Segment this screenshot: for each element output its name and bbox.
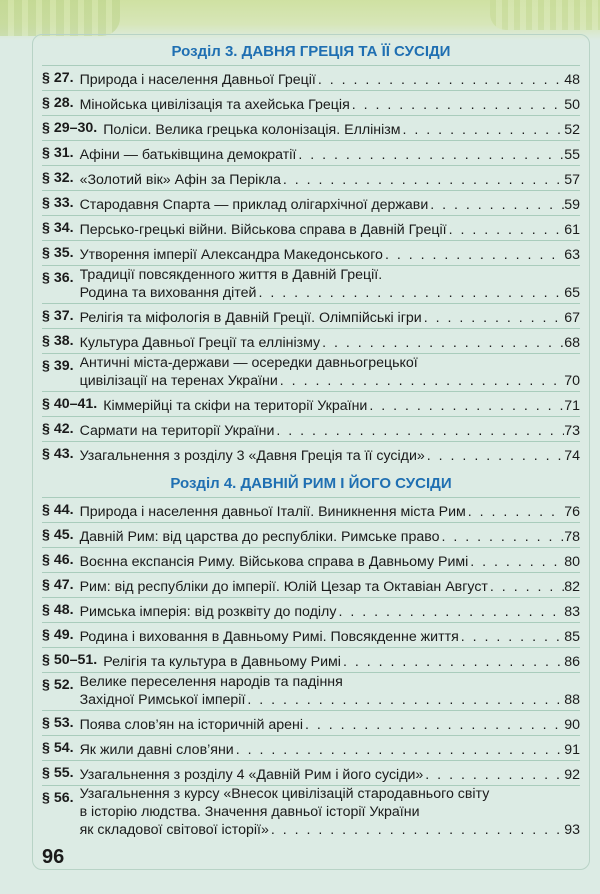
dot-leader bbox=[367, 397, 564, 415]
entry-last-line bbox=[80, 447, 580, 465]
entry-title-line: Узагальнення з розділу 3 «Давня Греція та її сусіди» bbox=[79, 448, 425, 464]
toc-entry bbox=[42, 547, 580, 572]
dot-leader bbox=[316, 71, 564, 89]
entry-page: 93 bbox=[564, 822, 580, 838]
entry-last-line bbox=[80, 821, 580, 839]
toc-entry bbox=[42, 760, 580, 785]
entry-last-line bbox=[80, 603, 580, 621]
entry-body bbox=[80, 71, 580, 89]
paragraph-number: § 36. bbox=[42, 270, 74, 286]
dot-leader bbox=[401, 121, 565, 139]
entry-title-line: Родина та виховання дітей bbox=[79, 285, 257, 301]
entry-last-line bbox=[80, 528, 580, 546]
entry-body bbox=[80, 785, 580, 839]
entry-title-line: Кіммерійці та скіфи на території України bbox=[103, 398, 368, 414]
entry-last-line bbox=[80, 71, 580, 89]
entry-body bbox=[80, 716, 580, 734]
toc-entry bbox=[42, 90, 580, 115]
entry-title-line: Мінойська цивілізація та ахейська Греція bbox=[79, 97, 350, 113]
entry-body bbox=[80, 578, 580, 596]
entry-page: 85 bbox=[564, 629, 580, 645]
entry-title-line: Як жили давні слов’яни bbox=[79, 742, 234, 758]
paragraph-number: § 56. bbox=[42, 790, 74, 806]
paragraph-number: § 50–51. bbox=[42, 652, 98, 668]
entry-title-line: Стародавня Спарта — приклад олігархічної держави bbox=[79, 197, 429, 213]
entry-page: 59 bbox=[564, 197, 580, 213]
entry-last-line bbox=[80, 503, 580, 521]
page-number: 96 bbox=[42, 846, 65, 868]
entry-page: 55 bbox=[564, 147, 580, 163]
entry-last-line bbox=[80, 553, 580, 571]
entry-body bbox=[80, 266, 580, 302]
toc-entry bbox=[42, 416, 580, 441]
toc-entry bbox=[42, 240, 580, 265]
entry-body bbox=[80, 196, 580, 214]
entry-body bbox=[103, 397, 580, 415]
entry-page: 73 bbox=[564, 423, 580, 439]
entry-page: 82 bbox=[564, 579, 580, 595]
dot-leader bbox=[320, 334, 564, 352]
entry-page: 67 bbox=[564, 310, 580, 326]
entry-title-line: Сармати на території України bbox=[79, 423, 275, 439]
entry-title-line: Воєнна експансія Риму. Військова справа в Давньому Римі bbox=[79, 554, 469, 570]
entry-last-line bbox=[103, 653, 580, 671]
entry-title-line: Традиції повсякденного життя в Давній Греції. bbox=[79, 267, 383, 283]
entry-page: 65 bbox=[564, 285, 580, 301]
entry-body bbox=[80, 171, 580, 189]
paragraph-number: § 42. bbox=[42, 421, 74, 437]
ornament-right bbox=[490, 0, 600, 30]
entry-body bbox=[80, 603, 580, 621]
entry-page: 61 bbox=[564, 222, 580, 238]
entry-title-line: в історію людства. Значення давньої історії України bbox=[79, 804, 420, 820]
toc-entry bbox=[42, 215, 580, 240]
entry-last-line bbox=[80, 766, 580, 784]
entry-last-line bbox=[80, 422, 580, 440]
dot-leader bbox=[274, 422, 564, 440]
entry-body bbox=[80, 528, 580, 546]
entry-page: 50 bbox=[564, 97, 580, 113]
entry-last-line bbox=[80, 284, 580, 302]
entry-page: 48 bbox=[564, 72, 580, 88]
entry-page: 91 bbox=[564, 742, 580, 758]
entry-title-line: Утворення імперії Александра Македонського bbox=[79, 247, 383, 263]
dot-leader bbox=[468, 553, 564, 571]
entry-page: 63 bbox=[564, 247, 580, 263]
entry-last-line bbox=[80, 741, 580, 759]
entry-body bbox=[80, 447, 580, 465]
paragraph-number: § 45. bbox=[42, 527, 74, 543]
toc-entry bbox=[42, 710, 580, 735]
entry-title-line: Персько-грецькі війни. Військова справа в Давній Греції bbox=[79, 222, 447, 238]
dot-leader bbox=[303, 716, 564, 734]
paragraph-number: § 55. bbox=[42, 765, 74, 781]
entry-body bbox=[80, 96, 580, 114]
toc-entry bbox=[42, 597, 580, 622]
entry-page: 76 bbox=[564, 504, 580, 520]
entry-page: 80 bbox=[564, 554, 580, 570]
table-of-contents bbox=[42, 40, 580, 840]
entry-body bbox=[80, 422, 580, 440]
entry-last-line bbox=[80, 221, 580, 239]
paragraph-number: § 47. bbox=[42, 577, 74, 593]
entry-title-line: Рим: від республіки до імперії. Юлій Цезар та Октавіан Август bbox=[79, 579, 488, 595]
entry-body bbox=[80, 673, 580, 709]
entry-body bbox=[103, 653, 580, 671]
entry-title-line: Поява слов’ян на історичній арені bbox=[79, 717, 303, 733]
dot-leader bbox=[423, 766, 564, 784]
dot-leader bbox=[278, 372, 564, 390]
dot-leader bbox=[428, 196, 564, 214]
ornament-left bbox=[0, 0, 120, 36]
entry-title-line: як складової світової історії» bbox=[79, 822, 269, 838]
entry-last-line bbox=[80, 628, 580, 646]
entry-page: 92 bbox=[564, 767, 580, 783]
entry-body bbox=[103, 121, 580, 139]
toc-entry bbox=[42, 522, 580, 547]
paragraph-number: § 35. bbox=[42, 245, 74, 261]
toc-entry bbox=[42, 785, 580, 840]
entry-title-line: Афіни — батьківщина демократії bbox=[79, 147, 297, 163]
paragraph-number: § 53. bbox=[42, 715, 74, 731]
paragraph-number: § 33. bbox=[42, 195, 74, 211]
entry-page: 70 bbox=[564, 373, 580, 389]
entry-title-line: Велике переселення народів та падіння bbox=[79, 674, 343, 690]
entry-body bbox=[80, 146, 580, 164]
paragraph-number: § 52. bbox=[42, 677, 74, 693]
entry-last-line bbox=[80, 146, 580, 164]
paragraph-number: § 40–41. bbox=[42, 396, 98, 412]
paragraph-number: § 44. bbox=[42, 502, 74, 518]
paragraph-number: § 27. bbox=[42, 70, 74, 86]
entry-page: 78 bbox=[564, 529, 580, 545]
dot-leader bbox=[281, 171, 564, 189]
entry-body bbox=[80, 309, 580, 327]
toc-entry bbox=[42, 303, 580, 328]
dot-leader bbox=[425, 447, 564, 465]
dot-leader bbox=[422, 309, 565, 327]
paragraph-number: § 38. bbox=[42, 333, 74, 349]
dot-leader bbox=[336, 603, 564, 621]
dot-leader bbox=[341, 653, 564, 671]
paragraph-number: § 54. bbox=[42, 740, 74, 756]
entry-title-line: Релігія та культура в Давньому Римі bbox=[103, 654, 341, 670]
entry-title-line: Культура Давньої Греції та еллінізму bbox=[79, 335, 321, 351]
entry-last-line bbox=[80, 334, 580, 352]
toc-entry bbox=[42, 622, 580, 647]
dot-leader bbox=[269, 821, 564, 839]
entry-title-line: Поліси. Велика грецька колонізація. Еллінізм bbox=[103, 122, 401, 138]
section-4-title: Розділ 4. ДАВНІЙ РИМ І ЙОГО СУСІДИ bbox=[170, 475, 452, 492]
entry-body bbox=[80, 221, 580, 239]
dot-leader bbox=[245, 691, 564, 709]
entry-page: 83 bbox=[564, 604, 580, 620]
entry-title-line: Давній Рим: від царства до республіки. Римське право bbox=[79, 529, 440, 545]
entry-page: 52 bbox=[564, 122, 580, 138]
dot-leader bbox=[383, 246, 564, 264]
entry-page: 71 bbox=[564, 398, 580, 414]
toc-entry bbox=[42, 140, 580, 165]
toc-entry bbox=[42, 391, 580, 416]
entry-title-line: Узагальнення з розділу 4 «Давній Рим і його сусіди» bbox=[79, 767, 424, 783]
dot-leader bbox=[350, 96, 564, 114]
toc-entry bbox=[42, 165, 580, 190]
entry-page: 68 bbox=[564, 335, 580, 351]
toc-entry bbox=[42, 672, 580, 710]
entry-body bbox=[80, 741, 580, 759]
entry-body bbox=[80, 628, 580, 646]
entry-body bbox=[80, 354, 580, 390]
entry-page: 57 bbox=[564, 172, 580, 188]
dot-leader bbox=[488, 578, 564, 596]
toc-entry bbox=[42, 572, 580, 597]
toc-entry bbox=[42, 735, 580, 760]
paragraph-number: § 46. bbox=[42, 552, 74, 568]
toc-entry bbox=[42, 65, 580, 90]
entry-title-line: Античні міста-держави — осередки давньогрецької bbox=[79, 355, 418, 371]
toc-entry bbox=[42, 647, 580, 672]
entry-body bbox=[80, 553, 580, 571]
toc-entry bbox=[42, 190, 580, 215]
toc-entry bbox=[42, 265, 580, 303]
paragraph-number: § 28. bbox=[42, 95, 74, 111]
entry-last-line bbox=[80, 196, 580, 214]
entry-page: 90 bbox=[564, 717, 580, 733]
paragraph-number: § 34. bbox=[42, 220, 74, 236]
entry-page: 74 bbox=[564, 448, 580, 464]
section-3-title: Розділ 3. ДАВНЯ ГРЕЦІЯ ТА ЇЇ СУСІДИ bbox=[171, 43, 451, 60]
entry-last-line bbox=[80, 691, 580, 709]
entry-body bbox=[80, 503, 580, 521]
entry-last-line bbox=[80, 578, 580, 596]
dot-leader bbox=[256, 284, 564, 302]
toc-entry bbox=[42, 497, 580, 522]
entry-title-line: Релігія та міфологія в Давній Греції. Олімпійські ігри bbox=[79, 310, 422, 326]
entry-title-line: Родина і виховання в Давньому Римі. Повсякденне життя bbox=[79, 629, 459, 645]
paragraph-number: § 49. bbox=[42, 627, 74, 643]
dot-leader bbox=[440, 528, 565, 546]
section-4-entries bbox=[42, 497, 580, 840]
paragraph-number: § 31. bbox=[42, 145, 74, 161]
toc-entry bbox=[42, 441, 580, 466]
toc-entry bbox=[42, 353, 580, 391]
entry-last-line bbox=[103, 121, 580, 139]
entry-last-line bbox=[80, 171, 580, 189]
entry-title-line: Природа і населення Давньої Греції bbox=[79, 72, 316, 88]
paragraph-number: § 43. bbox=[42, 446, 74, 462]
entry-page: 86 bbox=[564, 654, 580, 670]
paragraph-number: § 39. bbox=[42, 358, 74, 374]
top-decorative-band bbox=[0, 0, 600, 40]
dot-leader bbox=[296, 146, 564, 164]
entry-last-line bbox=[80, 372, 580, 390]
entry-title-line: «Золотий вік» Афін за Перікла bbox=[79, 172, 281, 188]
entry-title-line: Узагальнення з курсу «Внесок цивілізацій стародавнього світу bbox=[79, 786, 490, 802]
entry-page: 88 bbox=[564, 692, 580, 708]
section-3-entries bbox=[42, 65, 580, 466]
paragraph-number: § 37. bbox=[42, 308, 74, 324]
entry-title-line: Західної Римської імперії bbox=[79, 692, 246, 708]
entry-title-line: Природа і населення давньої Італії. Виникнення міста Рим bbox=[79, 504, 466, 520]
toc-entry bbox=[42, 328, 580, 353]
dot-leader bbox=[234, 741, 565, 759]
dot-leader bbox=[466, 503, 564, 521]
entry-last-line bbox=[80, 246, 580, 264]
entry-last-line bbox=[80, 716, 580, 734]
entry-body bbox=[80, 334, 580, 352]
paragraph-number: § 32. bbox=[42, 170, 74, 186]
entry-body bbox=[80, 246, 580, 264]
paragraph-number: § 48. bbox=[42, 602, 74, 618]
dot-leader bbox=[459, 628, 564, 646]
paragraph-number: § 29–30. bbox=[42, 120, 98, 136]
entry-title-line: цивілізації на теренах України bbox=[79, 373, 278, 389]
entry-last-line bbox=[103, 397, 580, 415]
entry-title-line: Римська імперія: від розквіту до поділу bbox=[79, 604, 337, 620]
toc-entry bbox=[42, 115, 580, 140]
entry-last-line bbox=[80, 309, 580, 327]
dot-leader bbox=[447, 221, 565, 239]
entry-last-line bbox=[80, 96, 580, 114]
entry-body bbox=[80, 766, 580, 784]
